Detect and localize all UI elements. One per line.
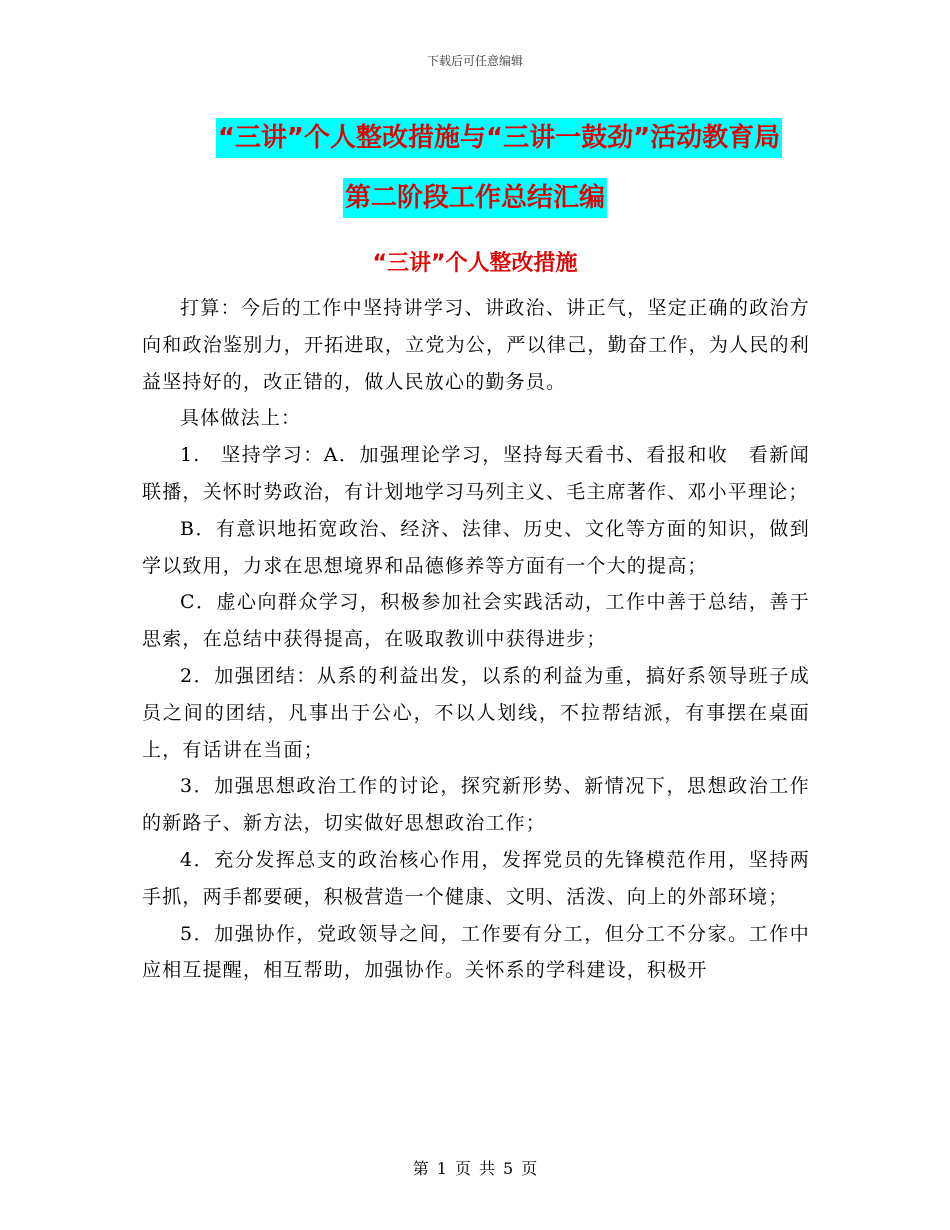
- paragraph-item-1b: B．有意识地拓宽政治、经济、法律、历史、文化等方面的知识，做到学以致用，力求在思想境界和品德修养等方面有一个大的提高；: [142, 517, 810, 577]
- paragraph-item-5: 5．加强协作，党政领导之间，工作要有分工，但分工不分家。工作中应相互提醒，相互帮助，加强协作。关怀系的学科建设，积极开: [142, 922, 810, 982]
- paragraph-item-4: 4．充分发挥总支的政治核心作用，发挥党员的先锋模范作用，坚持两手抓，两手都要硬，积极营造一个健康、文明、活泼、向上的外部环境；: [142, 848, 810, 908]
- paragraph-item-1a: 1. 坚持学习：A．加强理论学习，坚持每天看书、看报和收 看新闻联播，关怀时势政治，有计划地学习马列主义、毛主席著作、邓小平理论；: [142, 444, 810, 503]
- paragraph-item-3: 3．加强思想政治工作的讨论，探究新形势、新情况下，思想政治工作的新路子、新方法，切实做好思想政治工作；: [142, 775, 810, 835]
- footer-page-word: 页: [454, 1159, 471, 1178]
- paragraph-item-2: 2．加强团结：从系的利益出发，以系的利益为重，搞好系领导班子成员之间的团结，凡事出于公心，不以人划线，不拉帮结派，有事摆在桌面上，有话讲在当面；: [142, 664, 810, 761]
- document-body: [142, 290, 810, 989]
- header-note: 下载后可任意编辑: [426, 54, 523, 68]
- paragraph-item-1c: C．虚心向群众学习，积极参加社会实践活动，工作中善于总结，善于思索，在总结中获得提高，在吸取教训中获得进步；: [142, 591, 810, 651]
- page-footer: [0, 1156, 950, 1179]
- footer-page-number: 1: [436, 1159, 447, 1178]
- paragraph-plan: 打算：今后的工作中坚持讲学习、讲政治、讲正气，坚定正确的政治方向和政治鉴别力，开拓进取，立党为公，严以律己，勤奋工作，为人民的利益坚持好的，改正错的，做人民放心的勤务员。: [142, 297, 810, 393]
- document-title-line2: 第二阶段工作总结汇编: [343, 178, 607, 218]
- document-title: [0, 112, 950, 225]
- document-title-line1: “三讲”个人整改措施与“三讲一鼓劲”活动教育局: [216, 118, 782, 158]
- footer-total-prefix: 共: [479, 1159, 496, 1178]
- footer-total-word: 页: [521, 1159, 538, 1178]
- paragraph-approach: 具体做法上：: [180, 407, 302, 430]
- section-title: “三讲”个人整改措施: [372, 251, 578, 276]
- footer-total-pages: 5: [503, 1159, 514, 1178]
- footer-prefix: 第: [412, 1159, 429, 1178]
